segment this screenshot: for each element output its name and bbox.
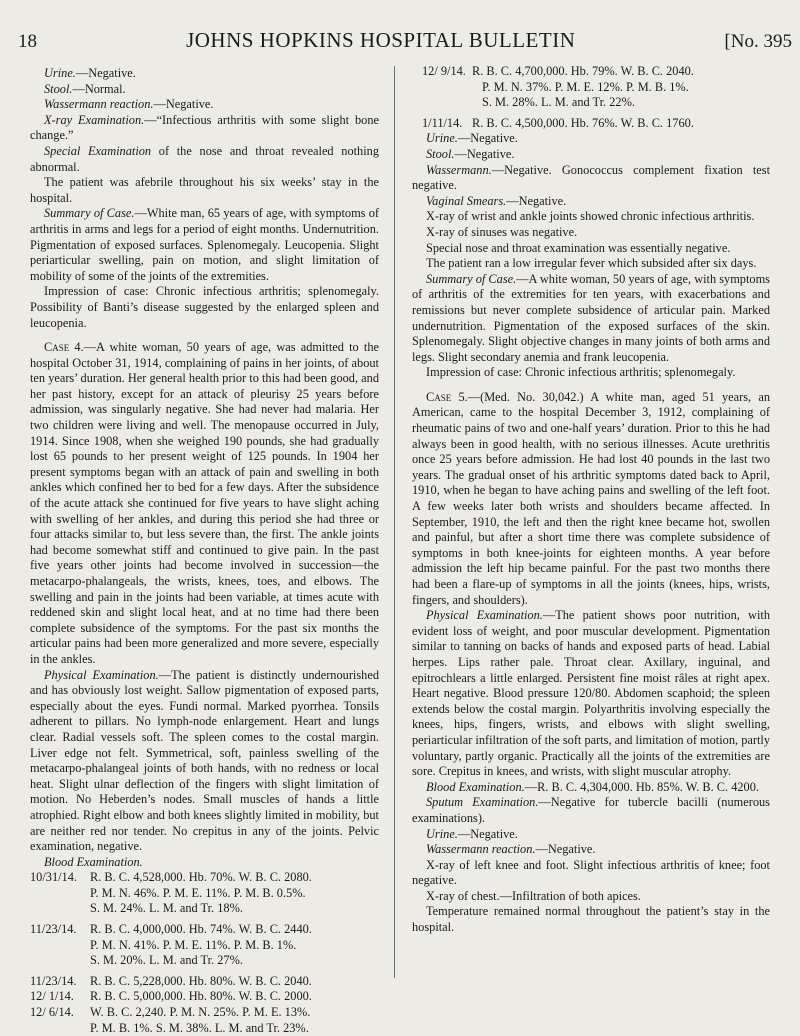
- nose-throat-exam: Special nose and throat examination was essentially negative.: [426, 240, 731, 255]
- wassermann-result: Wassermann reaction.—Negative.: [44, 97, 214, 112]
- blood-exam-values: S. M. 20%. L. M. and Tr. 27%.: [90, 953, 243, 968]
- page-number: 18: [18, 31, 37, 52]
- blood-exam-date: 11/23/14.: [30, 973, 77, 988]
- stool-result-case-4: Stool.—Negative.: [426, 146, 515, 161]
- blood-exam-values: R. B. C. 5,228,000. Hb. 80%. W. B. C. 2040.: [90, 973, 312, 988]
- impression-case-3: Impression of case: Chronic infectious arthritis; splenomegaly. Possibility of Banti’s disease suggested by the enlarged spleen and leucopenia.: [30, 284, 379, 330]
- impression-case-4: Impression of case: Chronic infectious arthritis; splenomegaly.: [426, 365, 736, 380]
- blood-exam-date: 1/11/14.: [422, 115, 463, 130]
- urine-result: Urine.—Negative.: [44, 66, 136, 80]
- journal-title: JOHNS HOPKINS HOSPITAL BULLETIN: [186, 28, 576, 52]
- blood-exam-values: R. B. C. 4,528,000. Hb. 70%. W. B. C. 2080.: [90, 870, 312, 885]
- blood-exam-row: [30, 1005, 379, 1021]
- blood-exam-date: 12/ 6/14.: [30, 1005, 74, 1020]
- case-4-history: Case 4.—A white woman, 50 years of age, was admitted to the hospital October 31, 1914, complaining of pains in her joints, of about ten years’ duration. Her general health prior to this had been good, and her past history, except for an attack of pleurisy 25 years before admission, was singularly negative. She had never had malaria. Her two children were living and well. The menopause occurred in July, 1914. Since 1908, when she weighed 190 pounds, she had gradually lost 65 pounds to her present weight of 125 pounds. In 1904 her present symptoms began with an attack of pain and swelling in both ankles which confined her to bed for a few days. After the subsidence of the acute attack she continued for five years to have slight aching with swelling of her ankles, and during this period she had three or four attacks similar to, but less severe than, the first. The ankle joints had become somewhat stiff and continued to give pain. In the past five years other joints had become involved in succession—the metacarpo-phalangeals, the wrists, knees, toes, and elbows. The swelling and pain in the joints had been variable, at times acute with reddened skin and slight local heat, and at no time had there been complete subsidence of the symptoms. For the past six months the articular pains had been more generalized and more severe, especially in the ankles.: [30, 340, 379, 666]
- vaginal-smears: Vaginal Smears.—Negative.: [426, 193, 567, 208]
- blood-exam-date: 11/23/14.: [30, 922, 77, 937]
- blood-exam-values: S. M. 28%. L. M. and Tr. 22%.: [482, 95, 635, 110]
- xray-result: X-ray Examination.—“Infectious arthritis with some slight bone change.”: [30, 112, 380, 143]
- blood-exam-table-continued: [412, 64, 770, 131]
- case-5-physical-exam: Physical Examination.—The patient shows poor nutrition, with evident loss of weight, and poor muscular development. Pigmentation similar to tanning on backs of hands and exposed parts of head. Labial herpes. Lips rather pale. Throat clear. Axillary, inguinal, and epitrochlears a little enlarged. Persistent fine moist râles at right apex. Heart negative. Blood pressure 120/80. Abdomen scaphoid; the spleen extends below the costal margin. Polyarthritis involving especially the knees, hips, fingers, wrists, and elbows with slight swelling, periarticular infiltration of the soft parts, and limitation of motion, partly voluntary, partly organic. Practically all the joints of the extremities are sore. Crepitus in knees, and wrists, with slight muscular atrophy.: [412, 608, 771, 779]
- blood-exam-values: R. B. C. 4,700,000. Hb. 79%. W. B. C. 2040.: [472, 64, 694, 78]
- blood-exam-row: [30, 974, 379, 990]
- stool-result: Stool.—Normal.: [44, 81, 126, 96]
- blood-exam-heading: Blood Examination.: [44, 854, 143, 869]
- blood-exam-values: P. M. B. 1%. S. M. 38%. L. M. and Tr. 23%.: [90, 1020, 309, 1035]
- case-4-physical-exam: Physical Examination.—The patient is distinctly undernourished and has obviously lost weight. Sallow pigmentation of exposed parts, especially about the eyes. Fundi normal. Marked pyorrhea. Tonsils adherent to pillars. No lymph-node enlargement. Heart and lungs clear. Radial vessels soft. The spleen comes to the costal margin. Liver edge not felt. Symmetrical, soft, painless swelling of the metacarpo-phalangeal joints of both hands, with no redness or local heat. Slight ulnar deflection of the fingers with slight limitation of motion. No Heberden’s nodes. Small muscles of hands a little atrophied. Right elbow and both knees slightly limited in mobility, but are neither red nor tender. No crepitus in any of the joints. Pelvic examination, negative.: [30, 667, 379, 854]
- blood-exam-row: [30, 870, 379, 886]
- case-5-history: Case 5.—(Med. No. 30,042.) A white man, aged 51 years, an American, came to the hospital December 3, 1912, complaining of rheumatic pains of two and one-half years’ duration. Prior to this he had always been in good health, with no serious illnesses. Acute urethritis once 25 years before admission. He had lost 40 pounds in the last two years. The gradual onset of his arthritic symptoms dated back to April, 1910, when he began to have aching pains and swelling of the left foot. A few weeks later both wrists and shoulders became affected. In September, 1910, the left and then the right knee became hot, swollen and painful, but after a short time there was complete subsidence of symptoms in both knee-joints for eighteen months. A year before admission the left hip became painful. For the past two months there had been a flare-up of symptoms in all the joints (knees, hips, wrists, fingers, and shoulders).: [412, 389, 770, 607]
- blood-exam-date: 12/ 9/14.: [422, 64, 466, 78]
- temperature-note: Temperature remained normal throughout the patient’s stay in the hospital.: [412, 904, 770, 935]
- sputum-exam: Sputum Examination.—Negative for tubercle bacilli (numerous examinations).: [412, 795, 770, 825]
- blood-exam-date: 10/31/14.: [30, 870, 77, 885]
- blood-exam-date: 12/ 1/14.: [30, 989, 74, 1004]
- xray-wrist-ankle: X-ray of wrist and ankle joints showed chronic infectious arthritis.: [426, 209, 755, 224]
- page-header: [18, 28, 792, 56]
- right-column: [412, 64, 770, 936]
- blood-exam-row: [30, 989, 379, 1005]
- xray-chest: X-ray of chest.—Infiltration of both apices.: [426, 888, 641, 903]
- issue-number: [No. 395: [724, 31, 792, 52]
- blood-exam-values: S. M. 24%. L. M. and Tr. 18%.: [90, 901, 243, 916]
- urine-result-case-5: Urine.—Negative.: [426, 826, 518, 841]
- wassermann-result-case-5: Wassermann reaction.—Negative.: [426, 842, 596, 857]
- blood-exam-row: [412, 116, 770, 132]
- afebrile-note: The patient was afebrile throughout his six weeks’ stay in the hospital.: [30, 175, 379, 205]
- summary-case-3: Summary of Case.—White man, 65 years of age, with symptoms of arthritis in arms and legs for a period of eight months. Undernutrition. Pigmentation of exposed surfaces. Splenomegaly. Leucopenia. Slight periarticular swelling, pain on motion, and slight limitation of mobility of some of the joints of the extremities.: [30, 206, 379, 283]
- left-column: [30, 66, 379, 1036]
- summary-case-4: Summary of Case.—A white woman, 50 years of age, with symptoms of arthritis of the extremities for ten years, with exacerbations and remissions but never complete subsidence of articular pain. Marked undernutrition. Pigmentation of the exposed surfaces of the skin. Splenomegaly. Slight objective changes in many joints of both arms and legs. Slight secondary anemia and frank leucopenia.: [412, 271, 770, 364]
- fever-note: The patient ran a low irregular fever which subsided after six days.: [426, 256, 757, 271]
- case-5-blood-exam: Blood Examination.—R. B. C. 4,304,000. Hb. 85%. W. B. C. 4200.: [426, 779, 759, 794]
- wassermann-result-case-4: Wassermann.—Negative. Gonococcus complement fixation test negative.: [412, 162, 770, 193]
- blood-exam-values: R. B. C. 5,000,000. Hb. 80%. W. B. C. 2000.: [90, 989, 312, 1004]
- blood-exam-values: P. M. N. 41%. P. M. E. 11%. P. M. B. 1%.: [90, 937, 297, 952]
- blood-exam-values: W. B. C. 2,240. P. M. N. 25%. P. M. E. 13%.: [90, 1005, 311, 1020]
- blood-exam-values: P. M. N. 37%. P. M. E. 12%. P. M. B. 1%.: [482, 79, 689, 94]
- urine-result-case-4: Urine.—Negative.: [426, 131, 518, 146]
- column-divider: [394, 66, 395, 978]
- special-exam: Special Examination of the nose and throat revealed nothing abnormal.: [30, 143, 380, 174]
- blood-exam-values: P. M. N. 46%. P. M. E. 11%. P. M. B. 0.5%.: [90, 885, 306, 900]
- blood-exam-values: R. B. C. 4,000,000. Hb. 74%. W. B. C. 2440.: [90, 922, 312, 937]
- blood-exam-row: [30, 922, 379, 938]
- xray-knee-foot: X-ray of left knee and foot. Slight infectious arthritis of knee; foot negative.: [412, 857, 770, 888]
- xray-sinuses: X-ray of sinuses was negative.: [426, 224, 578, 239]
- blood-exam-row: [412, 64, 770, 80]
- blood-exam-values: R. B. C. 4,500,000. Hb. 76%. W. B. C. 1760.: [472, 115, 694, 130]
- blood-exam-table: [30, 870, 379, 1036]
